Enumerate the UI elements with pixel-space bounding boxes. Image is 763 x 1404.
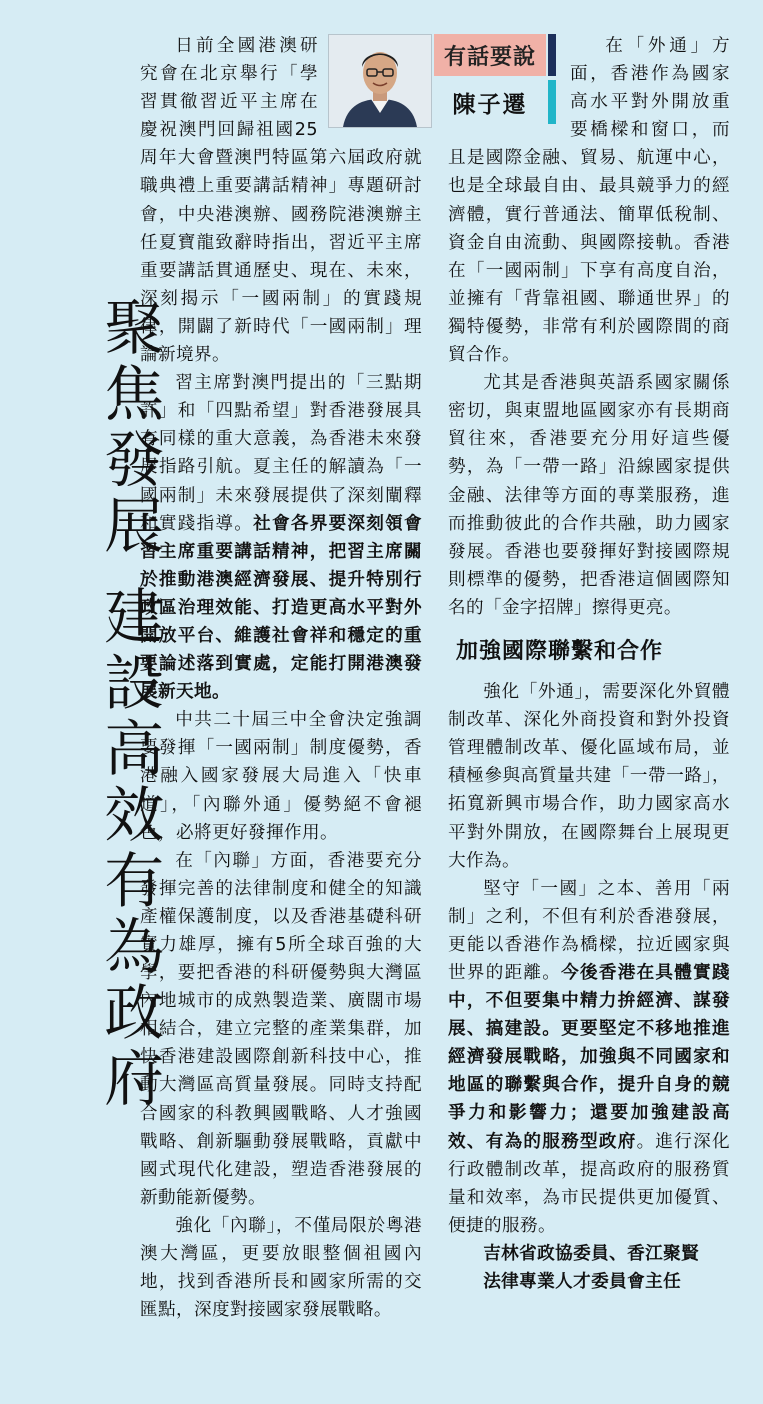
author-title-line2: 法律專業人才委員會主任 <box>483 1272 682 1293</box>
text: 日前全國港澳研究會在北京舉行「學習貫徹習近平主席在慶祝澳門回歸祖國25周年大會暨澳門特區第六屆政府就職典禮上重要講話精神」專題研討會，中央港澳辦、國務院港澳辦主任夏寶龍致辭時指出，習近平主席重要講話貫通歷史、現在、未來，深刻揭示「一國兩制」的實踐規律，開闢了新時代「一國兩制」理論新境界。 <box>140 36 422 366</box>
paragraph <box>448 678 730 875</box>
text: 習主席對澳門提出的「三點期許」和「四點希望」對香港發展具有同樣的重大意義，為香港未來發展指路引航。夏主任的解讀為「一國兩制」未來發展提供了深刻闡釋和實踐指導。 <box>140 373 422 534</box>
paragraph <box>140 847 422 1212</box>
subheading: 加強國際聯繫和合作 <box>456 638 664 664</box>
text: 強化「外通」，需要深化外貿體制改革、深化外商投資和對外投資管理體制改革、優化區域布局，並積極參與高質量共建「一帶一路」，拓寬新興市場合作，助力國家高水平對外開放，在國際舞台上展現更大作為。 <box>448 682 730 871</box>
author-title-line1: 吉林省政協委員、香江聚賢 <box>483 1243 700 1264</box>
photo-spacer <box>324 32 432 124</box>
bold-text: 今後香港在具體實踐中，不但要集中精力拚經濟、謀發展、搞建設。更要堅定不移地推進經濟發展戰略，加強與不同國家和地區的聯繫與合作，提升自身的競爭力和影響力；還要加強建設高效、有為的服務型政府 <box>448 963 730 1152</box>
paragraph <box>448 369 730 622</box>
paragraph <box>140 1212 422 1324</box>
paragraph <box>448 875 730 1240</box>
column-tag-label: 有話要說 <box>434 34 546 76</box>
paragraph <box>140 706 422 846</box>
text: 中共二十屆三中全會決定強調要發揮「一國兩制」制度優勢，香港融入國家發展大局進入「快車道」，「內聯外通」優勢絕不會褪色，必將更好發揮作用。 <box>140 710 422 843</box>
left-column <box>140 32 422 1324</box>
author-name: 陳子遷 <box>452 91 528 118</box>
text: 。進行深化行政體制改革，提高政府的服務質量和效率，為市民提供更加優質、便捷的服務。 <box>448 1131 730 1236</box>
text: 在「內聯」方面，香港要充分發揮完善的法律制度和健全的知識產權保護制度，以及香港基礎科研實力雄厚，擁有5所全球百強的大學，要把香港的科研優勢與大灣區內地城市的成熟製造業、廣闊市場相結合，建立完整的產業集群，加快香港建設國際創新科技中心，推動大灣區高質量發展。同時支持配合國家的科教興國戰略、人才強國戰略、創新驅動發展戰略，貢獻中國式現代化建設，塑造香港發展的新動能新優勢。 <box>140 850 422 1208</box>
text: 尤其是香港與英語系國家關係密切，與東盟地區國家亦有長期商貿往來，香港要充分用好這些優勢，為「一帶一路」沿線國家提供金融、法律等方面的專業服務，進而推動彼此的合作共融，助力國家發展。香港也要發揮好對接國際規則標準的優勢，把香港這個國際知名的「金字招牌」擦得更亮。 <box>448 373 730 618</box>
tag-spacer <box>434 32 564 124</box>
bold-text: 社會各界要深刻領會習主席重要講話精神，把習主席關於推動港澳經濟發展、提升特別行政區治理效能、打造更高水平對外開放平台、維護社會祥和穩定的重要論述落到實處，定能打開港澳發展新天地。 <box>140 513 422 703</box>
right-column <box>448 32 730 1296</box>
headline: 聚焦發展 建設高效有為政府 <box>94 296 165 1114</box>
text: 在「外通」方面，香港作為國家高水平對外開放重要橋樑和窗口，而且是國際金融、貿易、航運中心，也是全球最自由、最具競爭力的經濟體，實行普通法、簡單低稅制、資金自由流動、與國際接軌。香港在「一國兩制」下享有高度自治，並擁有「背靠祖國、聯通世界」的獨特優勢，非常有利於國際間的商貿合作。 <box>448 36 730 366</box>
text: 強化「內聯」，不僅局限於粵港澳大灣區，更要放眼整個祖國內地，找到香港所長和國家所需的交匯點，深度對接國家發展戰略。 <box>140 1215 422 1321</box>
paragraph <box>140 369 422 706</box>
text: 堅守「一國」之本、善用「兩制」之利，不但有利於香港發展，更能以香港作為橋樑，拉近國家與世界的距離。 <box>448 878 730 983</box>
